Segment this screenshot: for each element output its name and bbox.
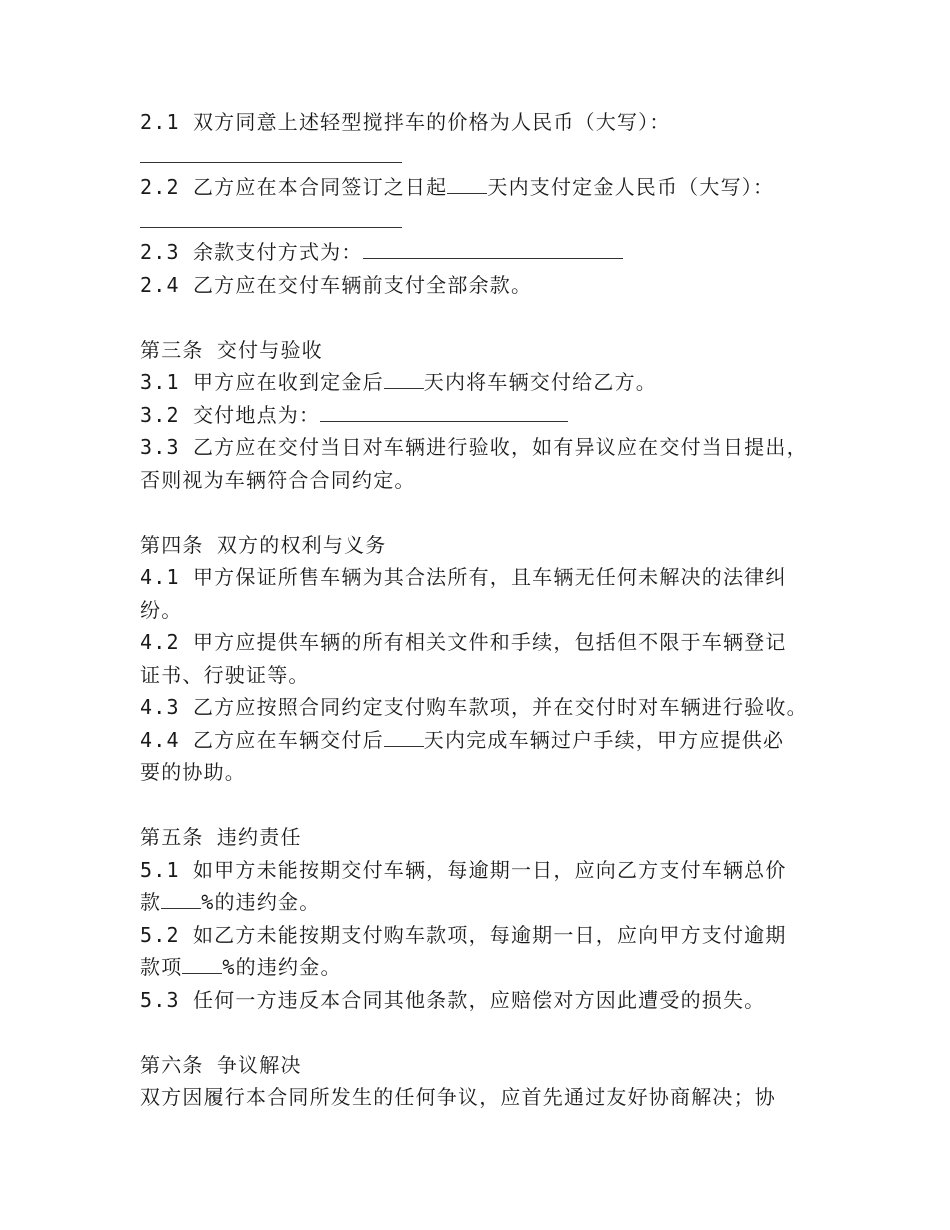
blank-penalty-rate-a <box>161 890 201 909</box>
clause-4-2-line2: 证书、行驶证等。 <box>140 662 310 687</box>
article-6-title: 第六条 争议解决 <box>140 1052 302 1077</box>
article-4-title: 第四条 双方的权利与义务 <box>140 532 387 557</box>
clause-2-3-text: 2.3 余款支付方式为： <box>140 240 363 264</box>
spacer <box>140 301 840 334</box>
clause-5-2-line2 <box>140 951 840 984</box>
blank-days-delivery <box>384 370 424 389</box>
clause-5-1-line2 <box>140 886 840 919</box>
clause-3-1-text-a: 3.1 甲方应在收到定金后 <box>140 370 384 394</box>
clause-2-2 <box>140 171 840 204</box>
contract-page <box>140 106 840 1114</box>
blank-delivery-place <box>320 403 568 422</box>
clause-5-2-text-a: 款项 <box>140 955 183 979</box>
spacer <box>140 496 840 529</box>
clause-3-3-line1: 3.3 乙方应在交付当日对车辆进行验收，如有异议应在交付当日提出， <box>140 435 808 459</box>
clause-4-3: 4.3 乙方应按照合同约定支付购车款项，并在交付时对车辆进行验收。 <box>140 695 808 719</box>
clause-5-1-text-b: %的违约金。 <box>201 890 321 914</box>
clause-2-1: 2.1 双方同意上述轻型搅拌车的价格为人民币（大写）： <box>140 110 671 134</box>
clause-4-4-text-a: 4.4 乙方应在车辆交付后 <box>140 727 384 752</box>
clause-4-2-line1: 4.2 甲方应提供车辆的所有相关文件和手续，包括但不限于车辆登记 <box>140 630 787 654</box>
blank-deposit-line <box>140 204 840 237</box>
blank-payment-method <box>363 240 623 259</box>
clause-4-1-line1: 4.1 甲方保证所售车辆为其合法所有，且车辆无任何未解决的法律纠 <box>140 565 787 589</box>
clause-4-4-text-b: 天内完成车辆过户手续，甲方应提供必 <box>423 727 785 752</box>
clause-3-1 <box>140 366 840 399</box>
clause-5-2-line1: 5.2 如乙方未能按期支付购车款项，每逾期一日，应向甲方支付逾期 <box>140 922 787 947</box>
clause-4-4-line1 <box>140 724 840 757</box>
clause-2-2-text-a: 2.2 乙方应在本合同签订之日起 <box>140 175 448 199</box>
blank-penalty-rate-b <box>182 955 222 974</box>
article-6-line1: 双方因履行本合同所发生的任何争议，应首先通过友好协商解决；协 <box>140 1085 776 1109</box>
clause-3-3-line2: 否则视为车辆符合合同约定。 <box>140 467 416 492</box>
article-3-title: 第三条 交付与验收 <box>140 337 323 362</box>
spacer <box>140 1016 840 1049</box>
clause-5-1-line1: 5.1 如甲方未能按期交付车辆，每逾期一日，应向乙方支付车辆总价 <box>140 857 787 882</box>
clause-2-4: 2.4 乙方应在交付车辆前支付全部余款。 <box>140 272 533 297</box>
clause-2-2-text-b: 天内支付定金人民币（大写）： <box>487 175 775 199</box>
clause-5-1-text-a: 款 <box>140 890 162 914</box>
blank-price-line <box>140 139 840 172</box>
blank-days-transfer <box>384 728 424 747</box>
clause-3-1-text-b: 天内将车辆交付给乙方。 <box>423 370 657 394</box>
clause-5-2-text-b: %的违约金。 <box>222 955 342 979</box>
clause-4-1-line2: 纷。 <box>140 597 183 622</box>
article-5-title: 第五条 违约责任 <box>140 825 302 849</box>
spacer <box>140 789 840 822</box>
blank-days-deposit <box>447 175 487 194</box>
clause-5-3: 5.3 任何一方违反本合同其他条款，应赔偿对方因此遭受的损失。 <box>140 987 766 1012</box>
clause-3-2 <box>140 399 840 432</box>
clause-3-2-text: 3.2 交付地点为： <box>140 402 321 427</box>
clause-2-3 <box>140 236 840 269</box>
clause-4-4-line2: 要的协助。 <box>140 760 246 784</box>
